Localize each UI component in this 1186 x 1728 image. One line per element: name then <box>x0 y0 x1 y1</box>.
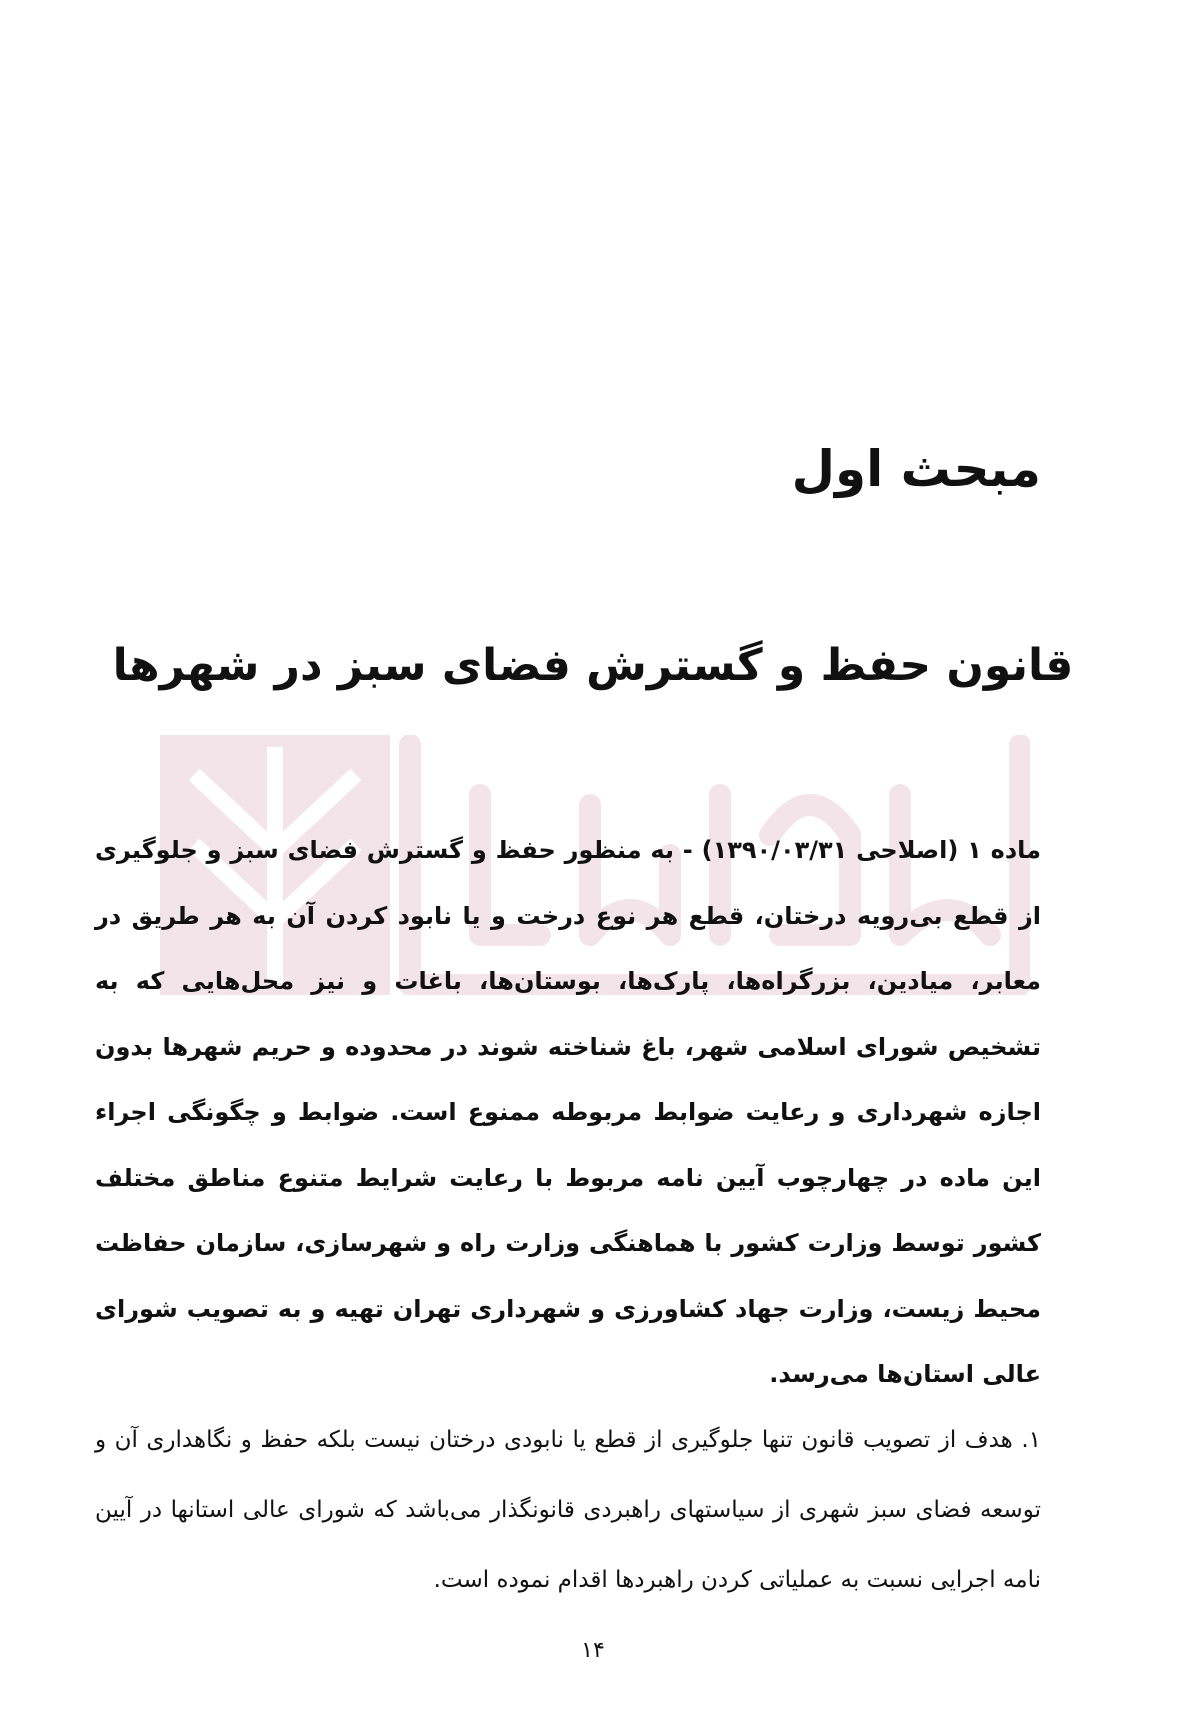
page-number: ۱۴ <box>581 1638 605 1663</box>
law-title: قانون حفظ و گسترش فضای سبز در شهرها <box>112 640 1074 691</box>
chapter-title: مبحث اول <box>791 440 1041 498</box>
footnote-paragraph: ۱. هدف از تصویب قانون تنها جلوگیری از قطع یا نابودی درختان نیست بلکه حفظ و نگاهداری آن و توسعه فضای سبز شهری از سیاستهای راهبردی قانونگذار می‌باشد که شورای عالی استانها در آیین نامه اجرایی نسبت به عملیاتی کردن راهبردها اقدام نموده است. <box>95 1427 1041 1593</box>
article-paragraph: ماده ۱ (اصلاحی ۱۳۹۰/۰۳/۳۱) - به منظور حفظ و گسترش فضای سبز و جلوگیری از قطع بی‌رویه درختان، قطع هر نوع درخت و یا نابود کردن آن به هر طریق در معابر، میادین، بزرگراه‌ها، پارک‌ها، بوستان‌ها، باغات و نیز محل‌هایی که به تشخیص شورای اسلامی شهر، باغ شناخته شوند در محدوده و حریم شهرها بدون اجازه شهرداری و رعایت ضوابط مربوطه ممنوع است. ضوابط و چگونگی اجراء این ماده در چهارچوب آیین نامه مربوط با رعایت شرایط متنوع مناطق مختلف کشور توسط وزارت کشور با هماهنگی وزارت راه و شهرسازی، سازمان حفاظت محیط زیست، وزارت جهاد کشاورزی و شهرداری تهران تهیه و به تصویب شورای عالی استان‌ها می‌رسد. <box>95 836 1042 1388</box>
